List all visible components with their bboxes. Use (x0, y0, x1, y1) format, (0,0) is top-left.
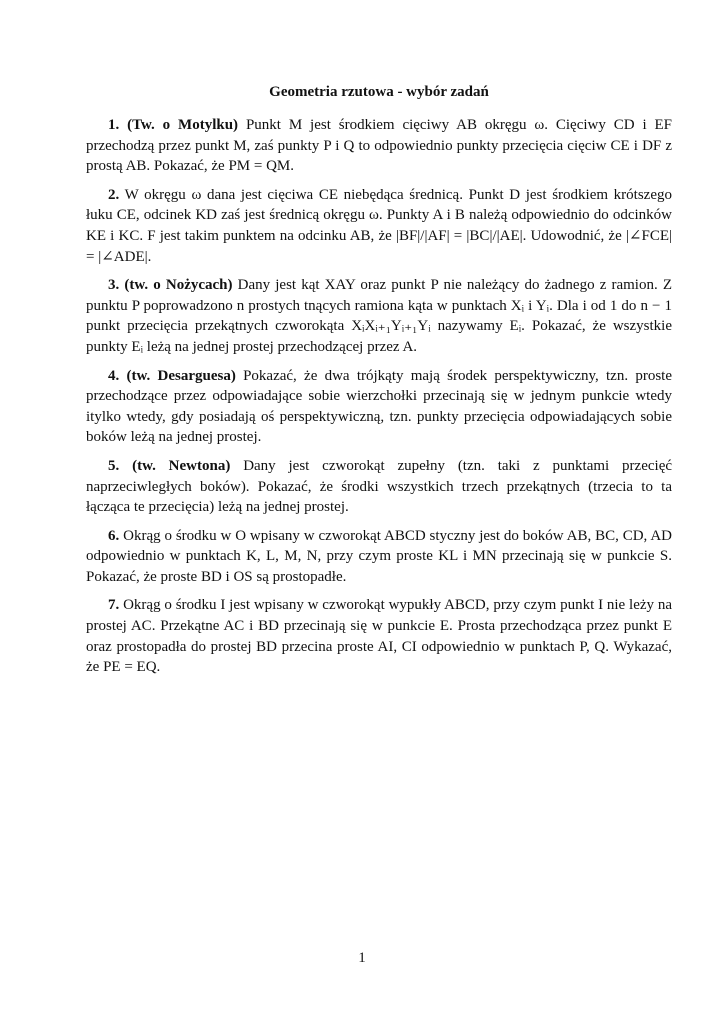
problem-4 (86, 366, 672, 448)
problem-text: Pokazać, że dwa trójkąty mają środek perspektywiczny, tzn. proste przechodzące przez odpowiadające sobie wierzchołki przecinają się w jednym punkcie wtedy itylko wtedy, gdy posiadają oś perspektywiczną, tzn. punkty przecięcia odpowiadających sobie boków leżą na jednej prostej. (86, 367, 672, 446)
problem-heading: (Tw. o Motylku) (127, 117, 239, 133)
problem-number: 7. (108, 597, 120, 614)
problem-text: Okrąg o środku w O wpisany w czworokąt ABCD styczny jest do boków AB, BC, CD, AD odpowiednio w punktach K, L, M, N, przy czym proste KL i MN przecinają się w punkcie S. Pokazać, że proste BD i OS są prostopadłe. (86, 527, 673, 585)
problem-number: 3. (108, 277, 120, 294)
problem-text: W okręgu ω dana jest cięciwa CE niebędąca średnicą. Punkt D jest środkiem krótszego łuku CE, odcinek KD zaś jest średnicą okręgu ω. Punkty A i B należą odpowiednio do odcinków KE i KC. F jest takim punktem na odcinku AB, że |BF|/|AF| = |BC|/|AE|. Udowodnić, że |∠FCE| = |∠ADE|. (86, 186, 672, 265)
problem-1 (86, 115, 672, 177)
problem-text: Dany jest kąt XAY oraz punkt P nie należący do żadnego z ramion. Z punktu P poprowadzono n prostych tnących ramiona kąta w punktach Xᵢ i Yᵢ. Dla i od 1 do n − 1 punkt przecięcia przekątnych czworokąta XᵢXᵢ₊₁Yᵢ₊₁Yᵢ nazywamy Eᵢ. Pokazać, że wszystkie punkty Eᵢ leżą na jednej prostej przechodzącej przez A. (86, 277, 673, 355)
problem-heading: (tw. Newtona) (132, 457, 231, 474)
problem-number: 4. (108, 367, 120, 384)
problem-7 (86, 595, 672, 677)
problem-6 (86, 526, 672, 588)
document-page (86, 82, 672, 686)
problem-text: Dany jest czworokąt zupełny (tzn. taki z punktami przecięć naprzeciwległych boków). Pokazać, że środki wszystkich trzech przekątnych (trzecia to ta łącząca te przecięcia) leżą na jednej prostej. (86, 457, 673, 516)
problem-number: 6. (108, 527, 120, 544)
problem-3 (86, 275, 672, 357)
problem-number: 5. (108, 457, 120, 474)
problem-text: Punkt M jest środkiem cięciwy AB okręgu ω. Cięciwy CD i EF przechodzą przez punkt M, zaś punkty P i Q to odpowiednio punkty przecięcia cięciw CE i DF z prostą AB. Pokazać, że PM = QM. (86, 117, 673, 175)
problem-heading: (tw. Desarguesa) (126, 367, 236, 384)
page-title: Geometria rzutowa - wybór zadań (269, 84, 489, 100)
problem-text: Okrąg o środku I jest wpisany w czworokąt wypukły ABCD, przy czym punkt I nie leży na prostej AC. Przekątne AC i BD przecinają się w punkcie E. Prosta przechodząca przez punkt E oraz prostopadła do prostej BD przecina proste AI, CI odpowiednio w punktach P, Q. Wykazać, że PE = EQ. (86, 597, 672, 676)
problem-heading: (tw. o Nożycach) (124, 277, 233, 294)
page-number: 1 (358, 950, 366, 966)
problem-5 (86, 456, 672, 518)
problem-number: 1. (108, 117, 120, 133)
problem-2 (86, 185, 672, 267)
problem-number: 2. (108, 186, 120, 203)
